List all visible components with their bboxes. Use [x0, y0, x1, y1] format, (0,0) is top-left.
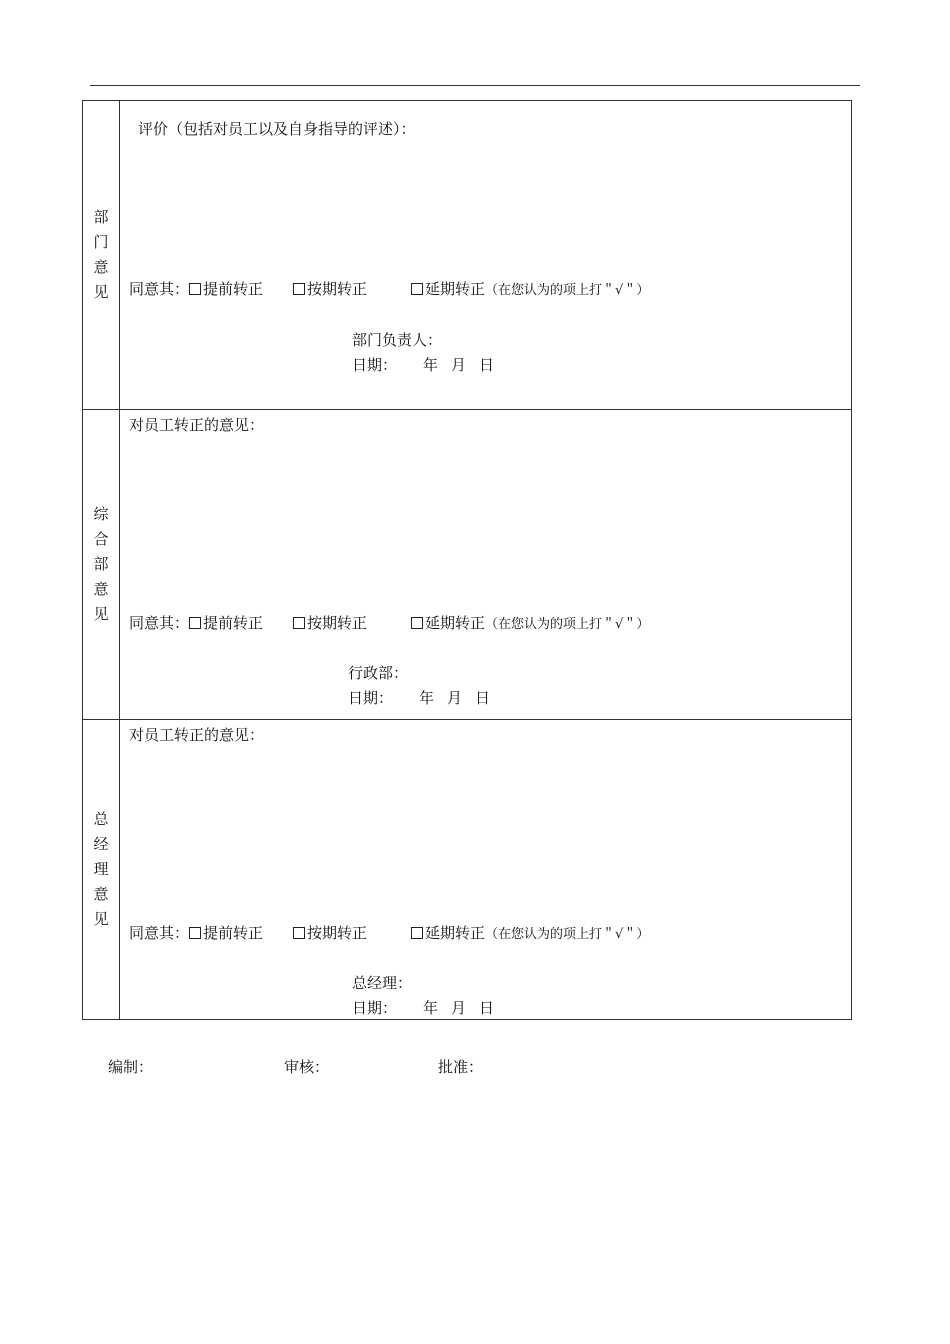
early-confirm-label: 提前转正 — [203, 280, 264, 298]
label-char: 合 — [93, 530, 109, 548]
check-hint: （在您认为的项上打＂√＂） — [485, 283, 650, 298]
label-char: 见 — [93, 605, 109, 623]
label-char: 意 — [93, 580, 109, 598]
delayed-confirm-checkbox[interactable] — [411, 617, 423, 629]
ontime-confirm-label: 按期转正 — [307, 924, 368, 942]
month-label: 月 — [451, 999, 467, 1017]
department-head-signature-label: 部门负责人： — [352, 331, 443, 349]
month-label: 月 — [447, 689, 463, 707]
early-confirm-label: 提前转正 — [203, 924, 264, 942]
agree-label: 同意其： — [129, 614, 190, 632]
department-date-line — [352, 354, 494, 375]
date-label: 日期： — [348, 689, 394, 707]
early-confirm-checkbox[interactable] — [189, 617, 201, 629]
gm-opinion-content[interactable] — [120, 720, 852, 1020]
ontime-confirm-label: 按期转正 — [307, 280, 368, 298]
agree-label: 同意其： — [129, 924, 190, 942]
gm-signature-label: 总经理： — [352, 974, 413, 992]
delayed-confirm-checkbox[interactable] — [411, 927, 423, 939]
gm-opinion-label — [83, 720, 120, 1020]
label-char: 综 — [93, 505, 109, 523]
month-label: 月 — [451, 356, 467, 374]
general-dept-opinion-label — [83, 410, 120, 720]
label-char: 理 — [93, 860, 109, 878]
gm-opinion-row — [83, 720, 852, 1020]
label-char: 门 — [93, 233, 109, 251]
delayed-confirm-checkbox[interactable] — [411, 283, 423, 295]
general-dept-opinion-row — [83, 410, 852, 720]
gm-opinion-prompt: 对员工转正的意见： — [129, 726, 265, 744]
approved-by-label: 批准： — [438, 1058, 484, 1076]
label-char: 见 — [93, 910, 109, 928]
department-opinion-label — [83, 101, 120, 410]
ontime-confirm-checkbox[interactable] — [293, 617, 305, 629]
check-hint: （在您认为的项上打＂√＂） — [485, 927, 650, 942]
year-label: 年 — [423, 999, 439, 1017]
label-char: 意 — [93, 885, 109, 903]
reviewed-by-label: 审核： — [284, 1058, 330, 1076]
admin-dept-signature-label: 行政部： — [348, 664, 409, 682]
department-opinion-row — [83, 101, 852, 410]
delayed-confirm-label: 延期转正 — [425, 280, 486, 298]
year-label: 年 — [419, 689, 435, 707]
label-char: 见 — [93, 283, 109, 301]
day-label: 日 — [479, 999, 495, 1017]
general-dept-date-line — [348, 687, 490, 708]
delayed-confirm-label: 延期转正 — [425, 924, 486, 942]
early-confirm-checkbox[interactable] — [189, 927, 201, 939]
early-confirm-checkbox[interactable] — [189, 283, 201, 295]
year-label: 年 — [423, 356, 439, 374]
prepared-by-label: 编制： — [108, 1058, 154, 1076]
label-char: 部 — [93, 208, 109, 226]
check-hint: （在您认为的项上打＂√＂） — [485, 617, 650, 632]
general-dept-opinion-prompt: 对员工转正的意见： — [129, 416, 265, 434]
label-char: 经 — [93, 835, 109, 853]
delayed-confirm-label: 延期转正 — [425, 614, 486, 632]
gm-decision-options — [129, 922, 649, 943]
department-evaluation-prompt: 评价（包括对员工以及自身指导的评述）： — [138, 120, 416, 138]
header-rule — [90, 85, 860, 86]
general-dept-opinion-content[interactable] — [120, 410, 852, 720]
ontime-confirm-checkbox[interactable] — [293, 927, 305, 939]
date-label: 日期： — [352, 999, 398, 1017]
ontime-confirm-label: 按期转正 — [307, 614, 368, 632]
day-label: 日 — [475, 689, 491, 707]
department-opinion-content[interactable] — [120, 101, 852, 410]
approval-form-table — [82, 100, 852, 1020]
department-decision-options — [129, 278, 649, 299]
label-char: 意 — [93, 258, 109, 276]
label-char: 部 — [93, 555, 109, 573]
gm-date-line — [352, 997, 494, 1018]
general-dept-decision-options — [129, 612, 649, 633]
date-label: 日期： — [352, 356, 398, 374]
agree-label: 同意其： — [129, 280, 190, 298]
label-char: 总 — [93, 810, 109, 828]
ontime-confirm-checkbox[interactable] — [293, 283, 305, 295]
day-label: 日 — [479, 356, 495, 374]
early-confirm-label: 提前转正 — [203, 614, 264, 632]
